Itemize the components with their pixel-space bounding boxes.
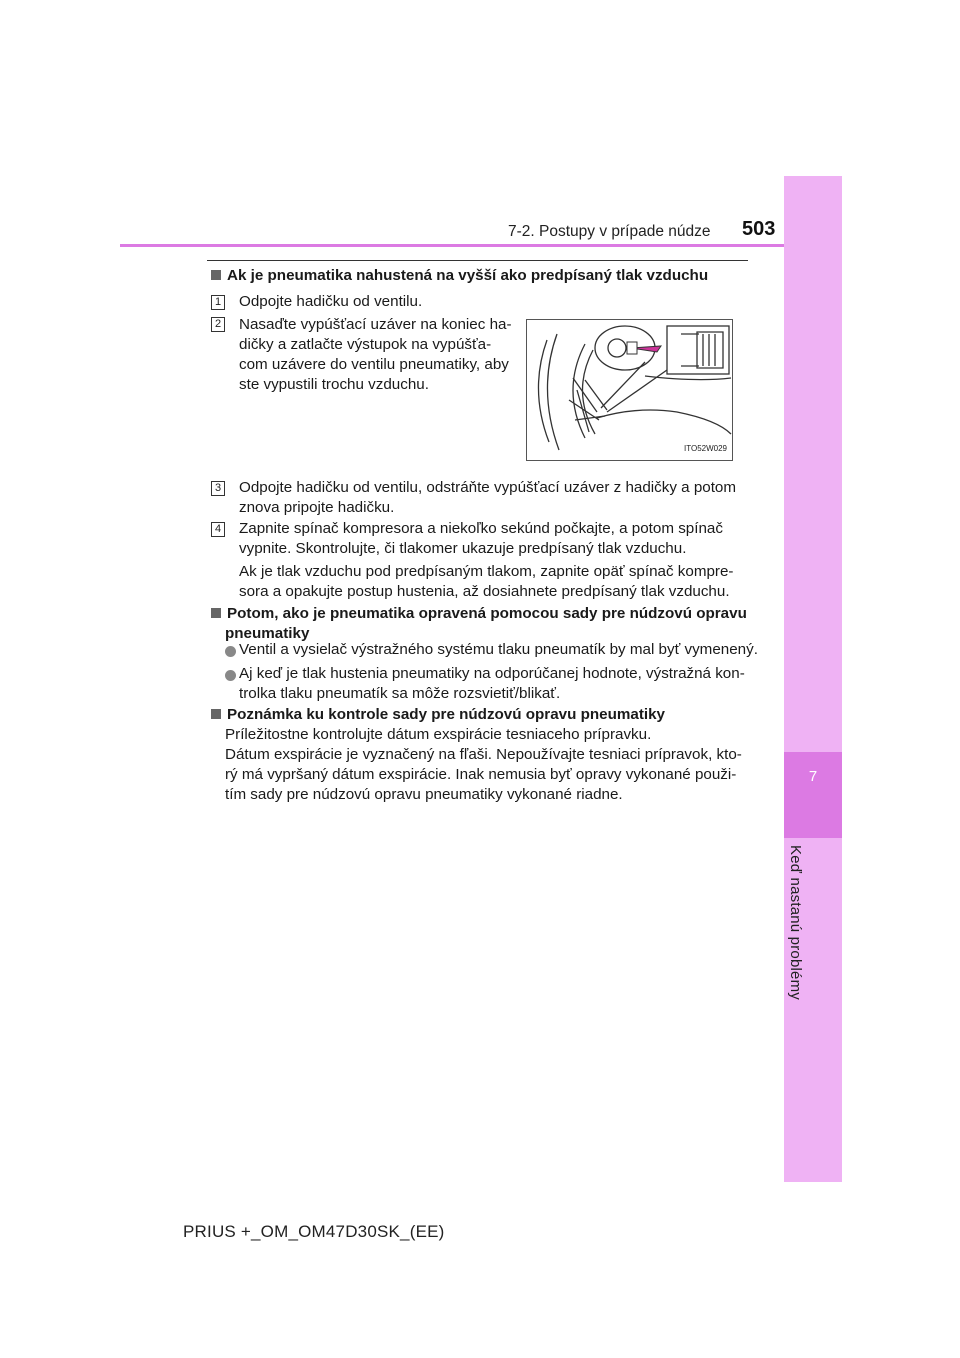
step-text: Zapnite spínač kompresora a niekoľko sekúnd počkajte, a potom spínač vypnite. Skontrolujte, či tlakomer ukazuje predpísaný tlak vzduchu. <box>239 520 723 557</box>
header-rule <box>120 244 784 247</box>
chapter-tab-active[interactable] <box>784 752 842 838</box>
section-body: Príležitostne kontrolujte dátum exspirácie tesniaceho prípravku. Dátum exspirácie je vyznačený na fľaši. Nepoužívajte tesniaci prípravok, kto- rý má vypršaný dátum exspirácie. Inak nemusia byť opravy vykonané použi- tím sady pre núdzovú opravu pneumatiky vykonané riadne. <box>225 726 742 803</box>
step-text: Odpojte hadičku od ventilu. <box>239 293 423 310</box>
step-number: 3 <box>211 481 225 496</box>
section-divider <box>207 260 748 261</box>
chapter-tab-strip <box>784 176 842 1182</box>
section-heading: Poznámka ku kontrole sady pre núdzovú opravu pneumatiky <box>211 705 665 725</box>
step-number: 4 <box>211 522 225 537</box>
chapter-number: 7 <box>808 768 818 785</box>
step-text: Nasaďte vypúšťací uzáver na koniec ha- dičky a zatlačte výstupok na vypúšťa- com uzávere do ventilu pneumatiky, aby ste vypustili trochu vzduchu. <box>239 316 512 393</box>
section-heading: Ak je pneumatika nahustená na vyšší ako predpísaný tlak vzduchu <box>211 266 708 286</box>
chapter-title: Keď nastanú problémy <box>787 845 804 1000</box>
step-note: Ak je tlak vzduchu pod predpísaným tlakom, zapnite opäť spínač kompre- sora a opakujte postup hustenia, až dosiahnete predpísaný tlak vzduchu. <box>239 563 734 600</box>
illustration-valve-deflation <box>526 319 733 461</box>
bullet-text: Ventil a vysielač výstražného systému tlaku pneumatík by mal byť vymenený. <box>239 641 758 658</box>
step-text: Odpojte hadičku od ventilu, odstráňte vypúšťací uzáver z hadičky a potom znova pripojte hadičku. <box>239 479 737 516</box>
square-bullet-icon <box>211 608 221 618</box>
section-heading: Potom, ako je pneumatika opravená pomocou sady pre núdzovú opravu pneumatiky <box>211 604 747 644</box>
bullet-text: Aj keď je tlak hustenia pneumatiky na odporúčanej hodnote, výstražná kon- trolka tlaku pneumatík sa môže rozsvietiť/blikať. <box>239 665 745 702</box>
bullet-item <box>225 643 236 663</box>
tire-valve-illustration <box>527 320 732 460</box>
step-number: 1 <box>211 295 225 310</box>
round-bullet-icon <box>225 646 236 657</box>
square-bullet-icon <box>211 270 221 280</box>
page-number: 503 <box>742 218 776 240</box>
figure-code: ITO52W029 <box>684 444 727 453</box>
round-bullet-icon <box>225 670 236 681</box>
step-number: 2 <box>211 317 225 332</box>
section-title: 7-2. Postupy v prípade núdze <box>508 223 711 240</box>
square-bullet-icon <box>211 709 221 719</box>
bullet-item <box>225 667 236 687</box>
document-code: PRIUS +_OM_OM47D30SK_(EE) <box>183 1222 445 1241</box>
